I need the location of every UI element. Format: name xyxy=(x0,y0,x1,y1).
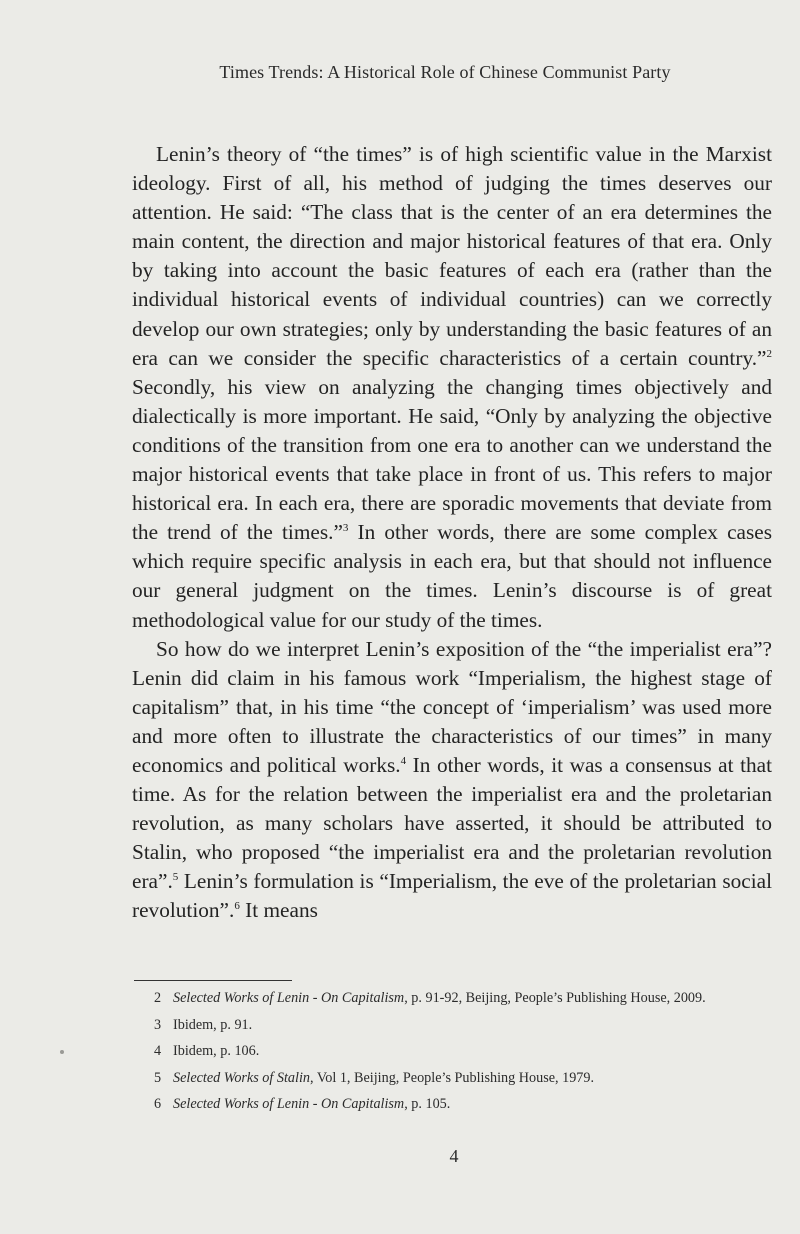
footnote-number: 2 xyxy=(154,990,162,1006)
body-text xyxy=(132,140,772,926)
footnote-title: Selected Works of Lenin - On Capitalism xyxy=(173,990,405,1006)
page-number: 4 xyxy=(449,1146,459,1166)
paragraph-2-text-b: In other words, it was a consensus at that time. As for the relation between the imperialist era and the proletarian revolution, as many scholars have asserted, it should be attributed to Stalin, who proposed “the imperialist era and the proletarian revolution era”. xyxy=(132,752,773,894)
paragraph-1 xyxy=(132,140,772,635)
paper-speck xyxy=(60,1050,64,1054)
footnote-ref-5[interactable]: 5 xyxy=(172,871,179,884)
footnote-number: 6 xyxy=(154,1096,162,1113)
footnote-2 xyxy=(154,985,754,1012)
footnote-number: 3 xyxy=(154,1016,162,1033)
footnote-text: , p. 105. xyxy=(404,1096,451,1113)
paragraph-1-text-b: Secondly, his view on analyzing the changing times objectively and dialectically is more important. He said, “Only by analyzing the objective conditions of the transition from one era to another can we understand the major historical events that take place in front of us. This refers to major historical era. In each era, there are sporadic movements that deviate from the trend of the times.” xyxy=(132,374,772,545)
paragraph-2-text-c: Lenin’s formulation is “Imperialism, the eve of the proletarian social revolution”. xyxy=(132,869,772,923)
footnote-number: 4 xyxy=(154,1043,162,1060)
footnote-3 xyxy=(154,1012,754,1039)
footnote-ref-2[interactable]: 2 xyxy=(766,347,772,360)
footnote-number: 5 xyxy=(154,1069,162,1086)
footnote-5 xyxy=(154,1065,754,1092)
footnote-4 xyxy=(154,1038,754,1065)
footnote-title: Selected Works of Stalin xyxy=(173,1069,310,1086)
footnote-ref-3[interactable]: 3 xyxy=(342,522,349,535)
footnote-ref-6[interactable]: 6 xyxy=(234,900,240,913)
footnote-text: , Vol 1, Beijing, People’s Publishing House, 1979. xyxy=(310,1069,595,1086)
paragraph-2-text-d: It means xyxy=(239,898,318,923)
paragraph-1-text-c: In other words, there are some complex cases which require specific analysis in each era, but that should not influence our general judgment on the times. Lenin’s discourse is of great methodological value for our study of the times. xyxy=(132,520,772,632)
footnote-title: Selected Works of Lenin - On Capitalism xyxy=(173,1096,405,1113)
footnote-6 xyxy=(154,1091,754,1118)
footnote-divider xyxy=(134,980,292,981)
paragraph-2-text-a: So how do we interpret Lenin’s exposition of the “the imperialist era”? Lenin did claim in his famous work “Imperialism, the highest stage of capitalism” that, in his time “the concept of ‘imperialism’ was used more and more often to illustrate the characteristics of our times” in many economics and political works. xyxy=(132,636,772,777)
paragraph-2 xyxy=(132,635,772,926)
footnote-text: , p. 91-92, Beijing, People’s Publishing House, 2009. xyxy=(404,990,706,1006)
running-head: Times Trends: A Historical Role of Chinese Communist Party xyxy=(219,62,671,82)
footnote-ref-4[interactable]: 4 xyxy=(400,754,407,767)
paragraph-1-text-a: Lenin’s theory of “the times” is of high scientific value in the Marxist ideology. First of all, his method of judging the times deserves our attention. He said: “The class that is the center of an era determines the main content, the direction and major historical features of that era. Only by taking into account the basic features of each era (rather than the individual historical events of individual countries) can we correctly develop our own strategies; only by understanding the basic features of an era can we consider the specific characteristics of a certain country.” xyxy=(132,142,772,370)
footnote-text: Ibidem, p. 106. xyxy=(173,1043,260,1060)
footnote-text: Ibidem, p. 91. xyxy=(173,1016,253,1033)
footnotes xyxy=(154,985,754,1118)
